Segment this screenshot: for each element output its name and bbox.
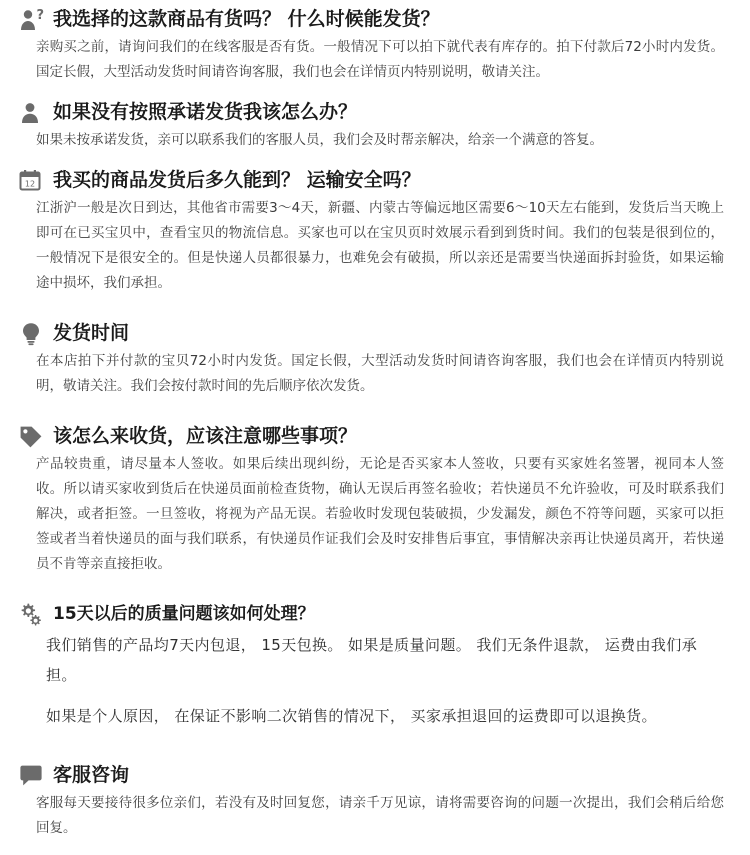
- faq-section-stock: [18, 6, 732, 85]
- tag-icon: [18, 424, 44, 450]
- section-title: 客服咨询: [53, 763, 130, 786]
- section-body: 在本店拍下并付款的宝贝72小时内发货。国定长假，大型活动发货时间请咨询客服，我们也会在详情页内特别说明，敬请关注。我们会按付款时间的先后顺序依次发货。: [36, 352, 724, 394]
- faq-section-customer-service: [18, 762, 732, 841]
- section-title: 如果没有按照承诺发货我该怎么办？: [53, 100, 358, 123]
- spacer: [18, 89, 732, 99]
- person-icon: [18, 100, 44, 126]
- section-title: 我选择的这款商品有货吗？ 什么时候能发货？: [53, 8, 440, 30]
- faq-section-ship-schedule: [18, 320, 732, 399]
- section-title: 15天以后的质量问题该如何处理？: [53, 603, 315, 624]
- section-header: [18, 6, 732, 32]
- section-header: [18, 423, 732, 449]
- section-title: 我买的商品发货后多久能到？ 运输安全吗？: [53, 168, 421, 191]
- lightbulb-icon: [18, 321, 44, 347]
- section-title: 该怎么来收货，应该注意哪些事项？: [53, 424, 358, 447]
- section-body: 亲购买之前，请询问我们的在线客服是否有货。一般情况下可以拍下就代表有库存的。拍下付款后72小时内发货。国定长假，大型活动发货时间请咨询客服，我们也会在详情页内特别说明，敬请关注。: [36, 39, 724, 80]
- paragraph: 如果是个人原因， 在保证不影响二次销售的情况下， 买家承担退回的运费即可以退换货。: [46, 707, 657, 726]
- section-header: [18, 167, 732, 193]
- spacer: [18, 742, 732, 762]
- section-header: [18, 320, 732, 346]
- faq-section-receiving: [18, 423, 732, 577]
- gears-icon: [18, 602, 44, 628]
- spacer: [18, 403, 732, 423]
- faq-section-delivery-promise: [18, 99, 732, 153]
- section-title: 发货时间: [53, 321, 130, 344]
- svg-text:?: ?: [36, 8, 44, 23]
- section-body: 客服每天要接待很多位亲们，若没有及时回复您，请亲千万见谅，请将需要咨询的问题一次提出，我们会稍后给您回复。: [36, 794, 724, 836]
- spacer: [18, 300, 732, 320]
- svg-text:12: 12: [24, 179, 36, 189]
- person-question-icon: [18, 7, 44, 33]
- faq-section-quality-15days: [18, 601, 732, 732]
- section-header: [18, 762, 732, 788]
- section-body: [18, 630, 732, 732]
- section-body: 如果未按承诺发货，亲可以联系我们的客服人员，我们会及时帮亲解决，给亲一个满意的答复。: [36, 131, 603, 148]
- spacer: [18, 581, 732, 601]
- spacer: [18, 845, 732, 855]
- section-header: [18, 99, 732, 125]
- calendar-icon: [18, 168, 44, 194]
- section-body: 江浙沪一般是次日到达，其他省市需要3～4天，新疆、内蒙古等偏远地区需要6～10天左右能到，发货后当天晚上即可在已买宝贝中，查看宝贝的物流信息。买家也可以在宝贝页时效展示看到到货时间。我们的包装是很到位的，一般情况下是很安全的。但是快递人员都很暴力，也难免会有破损，所以亲还是需要当快递面拆封验货，如果运输途中损坏，我们承担。: [36, 199, 724, 291]
- spacer: [18, 157, 732, 167]
- chat-icon: [18, 763, 44, 789]
- faq-section-shipping-time: [18, 167, 732, 296]
- paragraph: 我们销售的产品均7天内包退， 15天包换。 如果是质量问题。 我们无条件退款， 运费由我们承担。: [46, 635, 698, 685]
- section-header: [18, 601, 732, 627]
- section-body: 产品较贵重，请尽量本人签收。如果后续出现纠纷，无论是否买家本人签收，只要有买家姓名签署，视同本人签收。所以请买家收到货后在快递员面前检查货物，确认无误后再签名验收；若快递员不允许验收，可及时联系我们解决，或者拒签。一旦签收，将视为产品无误。若验收时发现包装破损，少发漏发，颜色不符等问题，买家可以拒签或者当着快递员的面与我们联系，有快递员作证我们会及时安排售后事宜，事情解决亲再让快递员离开，若快递员不肯等亲直接拒收。: [36, 455, 724, 572]
